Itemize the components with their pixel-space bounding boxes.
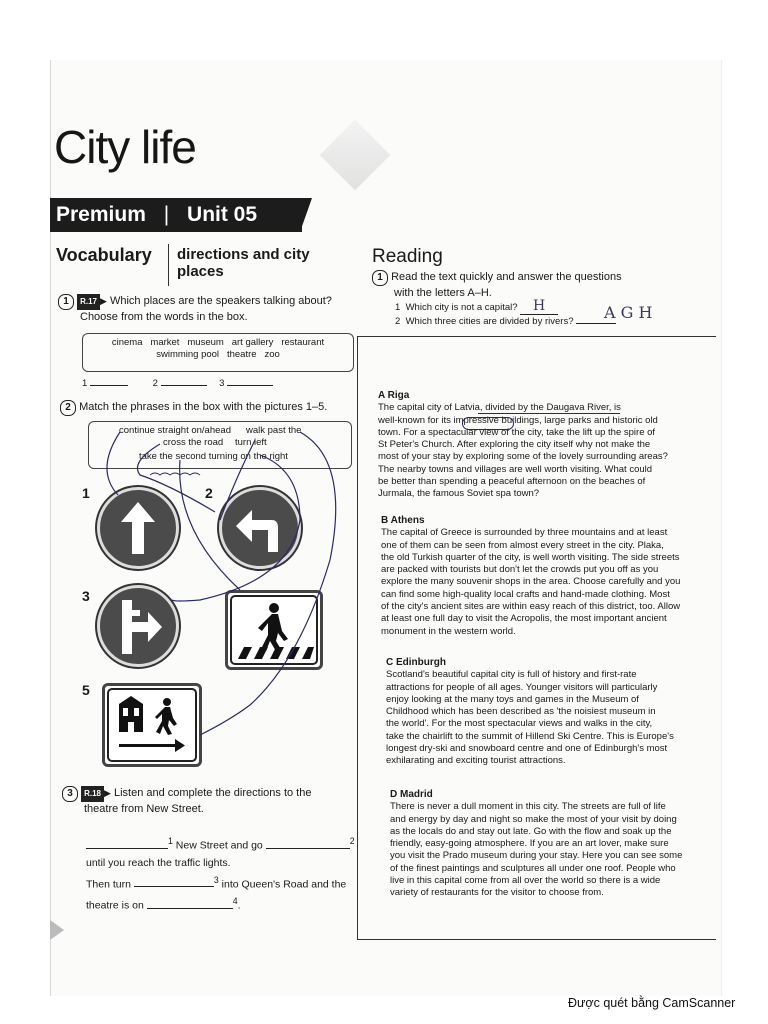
exercise-number: 3 [62,786,78,802]
section-line: Jurmala, the famous Soviet spa town? [378,488,540,500]
fill-line-2: until you reach the traffic lights. [86,856,231,869]
exercise-instruction-2: with the letters A–H. [394,287,492,299]
sup-3: 3 [213,874,219,885]
phrase-turn-left: turn left [235,437,267,448]
exercise-instruction-2: theatre from New Street. [84,803,204,815]
camscanner-watermark: Được quét bằng CamScanner [568,996,736,1010]
section-line: are packed with tourists but don't let the crowds put you off as you [381,564,659,576]
exercise-instruction-2: Choose from the words in the box. [80,311,248,323]
section-line: most of your stay by exploring some of the lovely surrounding areas? [378,451,668,463]
section-line: can find some high-quality local crafts and hand-made clothing. Most [381,588,670,600]
reading-section-athens [381,515,711,638]
section-line: the world'. For the most spectacular views and walks in the city, [386,718,653,730]
section-line: Scotland's beautiful capital city is full of history and first-rate [386,669,637,681]
question-number: 2 [395,316,401,327]
subheading-line-2: places [177,263,224,280]
section-line: attractions for people of all ages. Younger visitors will particularly [386,681,658,693]
section-line: longest dry-ski and snowboard centre and one of Edinburgh's most [386,743,668,755]
fill-in-text [86,833,358,915]
word-box-line-1: cinema market museum art gallery restaurant [111,337,325,348]
answer-number-1: 1 [82,378,88,389]
answer-number-2: 2 [152,378,158,389]
exercise-number: 2 [60,400,76,416]
section-heading: C Edinburgh [386,657,446,668]
fill-text-3b: into Queen's Road and the [221,878,347,890]
reading-section-madrid [390,789,712,900]
sup-4: 4 [232,896,238,906]
reading-heading: Reading [372,246,443,267]
section-line: The nearby towns and villages are well worth visiting. What could [378,463,653,475]
section-line: monument in the western world. [381,625,516,637]
subheading-line-1: directions and city [177,246,310,263]
section-heading: D Madrid [390,789,433,800]
fill-line-1 [86,833,358,855]
section-line: St Peter's Church. After exploring the city itself why not make the [378,439,651,451]
picture-label-3: 3 [82,588,90,604]
section-line: take the chairlift to the summit of Hillend Ski Centre. This is Europe's [386,730,674,742]
word-box-line-2: swimming pool theatre zoo [156,349,280,361]
answer-number-3: 3 [219,378,225,389]
section-line: you visit the Prado museum during your stay. Here you can see some [390,850,683,862]
blank-1[interactable] [86,848,168,849]
play-icon: ▶ [99,296,107,306]
exercise-instruction: Read the text quickly and answer the questions [391,271,622,283]
exercise-number: 1 [58,294,74,310]
reading-section-riga [378,390,708,501]
section-line: enjoy looking at the many toys and games in the Museum of [386,693,639,705]
section-line: The capital of Greece is surrounded by three mountains and at least [381,527,668,539]
handwritten-underline [478,413,620,414]
section-line: There is never a dull moment in this city. The streets are full of life [390,801,666,813]
section-line: The capital city of Latvia, divided by the Daugava River, is [378,402,621,414]
audio-track-tag: R.18 [81,786,104,802]
fill-line-4 [86,893,358,915]
banner-premium: Premium [56,203,146,226]
exercise-instruction: Listen and complete the directions to the [113,787,312,799]
section-line: variety of restaurants for the visitor to choose from. [390,887,604,899]
section-heading: A Riga [378,390,410,401]
audio-track-tag: R.17 [77,294,100,310]
section-heading: B Athens [381,515,425,526]
handwritten-answer-2: A G H [604,303,653,322]
exercise-number: 1 [372,270,388,286]
reading-exercise-1 [372,270,672,300]
picture-label-1: 1 [82,485,90,501]
page-edge-marker [50,920,64,940]
section-line: one of them can be seen from almost every street in the city. Plaka, [381,539,664,551]
exercise-instruction: Which places are the speakers talking about? [109,295,332,307]
fill-line-3 [86,872,358,894]
reading-section-edinburgh [386,657,711,768]
play-icon: ▶ [103,788,111,798]
blank-2[interactable] [266,848,350,849]
blank-4[interactable] [147,908,233,909]
handwritten-answer-1: H [533,298,546,314]
sup-1: 1 [168,836,173,846]
section-line: as the locals do and stay out late. Go with the flow and soak up the [390,825,672,837]
section-line: be better than spending a peaceful afternoon on the beaches of [378,476,646,488]
fill-text-1: New Street and go [175,839,263,852]
exercise-instruction: Match the phrases in the box with the pictures 1–5. [79,401,328,413]
phrase-walk-past: walk past the [246,425,302,436]
fill-text-4: theatre is on [86,899,144,912]
section-line: friendly, easy-going atmosphere. If you are an art lover, make sure [390,838,669,850]
section-line: Childhood which has been described as 'the noisiest museum in [386,706,656,718]
section-line: live in this capital come from all over the world so there is a wide [390,875,661,887]
question-text: Which city is not a capital? [405,302,518,313]
fill-end: . [237,899,241,912]
question-number: 1 [395,302,401,313]
page-title: City life [54,121,196,173]
section-line: exhilarating and exciting tourist attractions. [386,755,566,767]
phrase-continue: continue straight on/ahead [119,425,231,436]
blank-3[interactable] [134,886,214,887]
sup-2: 2 [349,836,355,846]
picture-label-5: 5 [82,682,90,698]
answer-field-2[interactable] [576,323,616,324]
section-line: the old Turkish quarter of the city, is well worth visiting. The side streets [381,551,680,563]
section-line: well-known for its impressive buildings, large parks and historic old [378,414,658,426]
section-line: of the finest paintings and sculptures all under one roof. People who [390,862,676,874]
answer-field-1[interactable] [520,300,558,315]
phrase-cross-road: cross the road [163,437,224,448]
section-line: at least one full day to visit the Acropolis, the most important ancient [381,613,667,625]
section-line: town. For a spectacular view of the city, take the lift up the spire of [378,426,656,438]
handwritten-circle [462,417,514,430]
section-line: of the city's ancient sites are within easy reach of this district, too. Allow [381,601,681,613]
vocabulary-heading: Vocabulary [56,245,152,265]
section-line: explore the many souvenir shops in the area. Choose carefully and you [381,576,681,588]
question-text: Which three cities are divided by rivers? [405,316,574,327]
picture-label-2: 2 [205,485,213,501]
banner-separator: | [163,203,170,226]
fill-text-3a: Then turn [86,878,131,890]
section-line: and energy by day and night so make the most of your visit by doing [390,813,677,825]
phrase-second-right: take the second turning on the right [139,451,288,462]
vocab-exercise-3 [62,786,362,816]
banner-unit: Unit 05 [187,203,258,226]
